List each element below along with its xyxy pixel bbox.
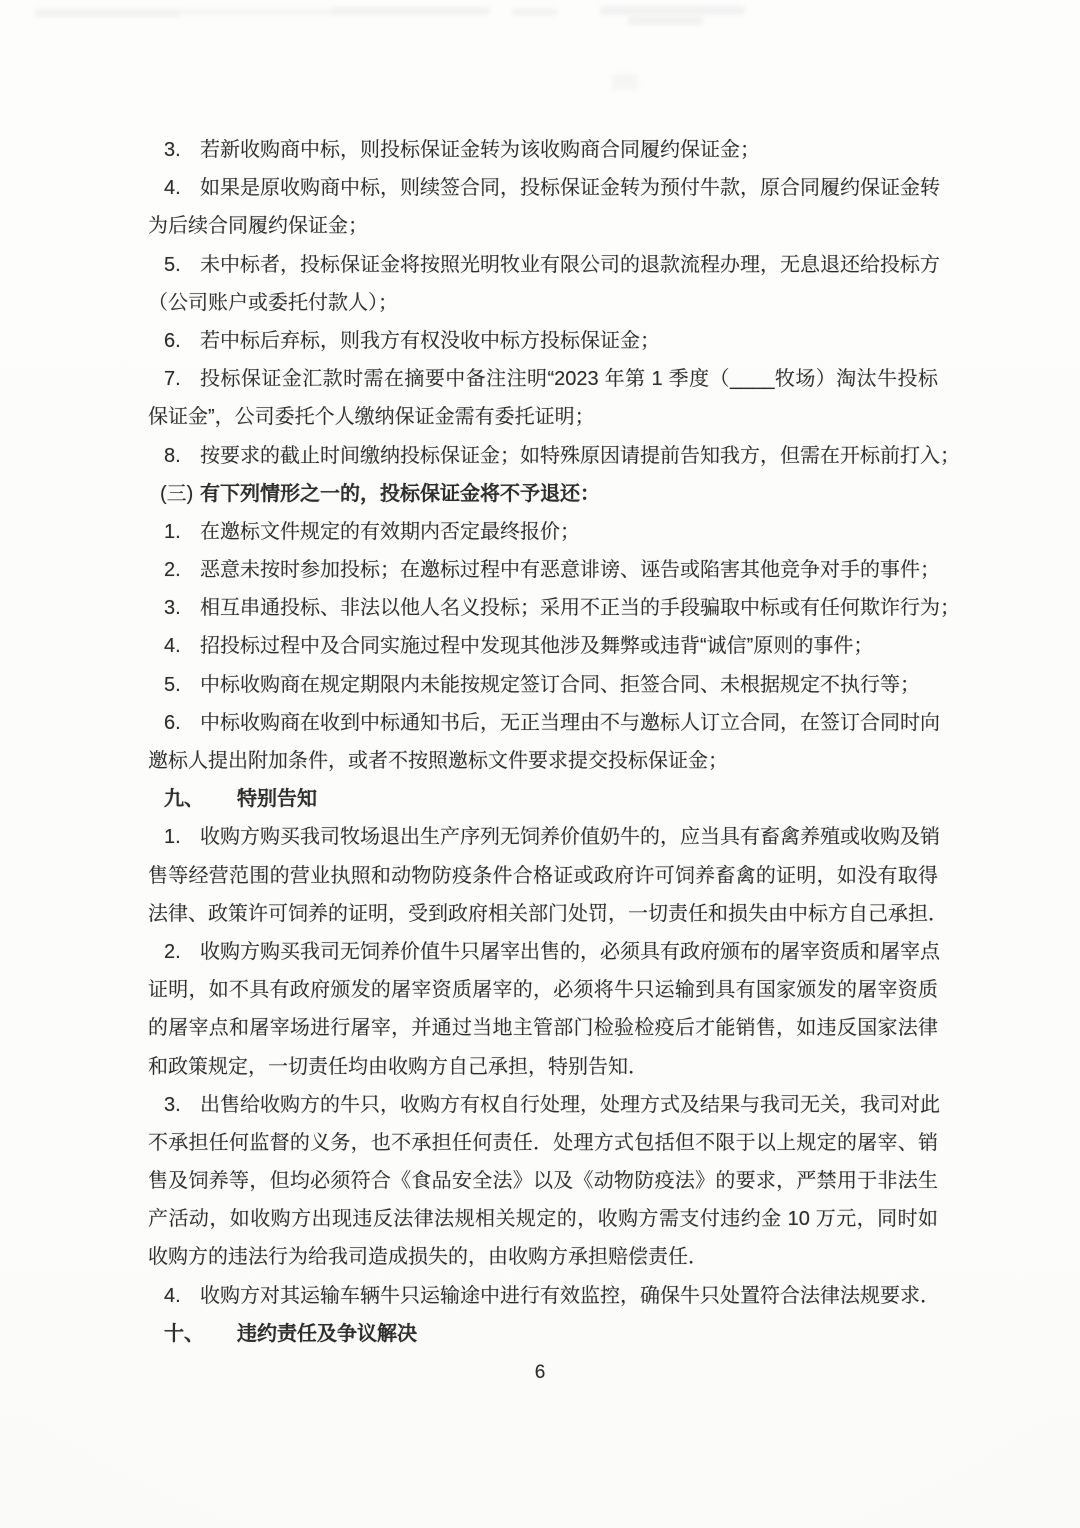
line-text: 收购方对其运输车辆牛只运输途中进行有效监控，确保牛只处置符合法律法规要求． <box>200 1284 940 1307</box>
scan-artifact <box>628 16 703 25</box>
line-text: 产活动，如收购方出现违反法律法规相关规定的，收购方需支付违约金 10 万元，同时如 <box>148 1208 938 1231</box>
line-text: 和政策规定，一切责任均由收购方自己承担，特别告知． <box>148 1055 648 1078</box>
item-number: 7. <box>164 368 181 391</box>
scan-artifact <box>330 7 490 15</box>
line-text: 违约责任及争议解决 <box>237 1322 417 1345</box>
line-text: 中标收购商在规定期限内未能按规定签订合同、拒签合同、未根据规定不执行等； <box>200 673 920 696</box>
chapter-heading <box>148 780 938 818</box>
line-text: 在邀标文件规定的有效期内否定最终报价； <box>200 520 580 543</box>
clause-line <box>148 131 938 169</box>
clause-line <box>148 818 938 856</box>
clause-continuation-line <box>148 1200 938 1238</box>
page-number: 6 <box>534 1362 546 1383</box>
clause-continuation-line <box>148 1009 938 1047</box>
heading-number: 十、 <box>164 1322 204 1345</box>
line-text: 为后续合同履约保证金； <box>148 215 368 238</box>
line-text: 不承担任何监督的义务，也不承担任何责任．处理方式包括但不限于以上规定的屠宰、销 <box>148 1131 938 1154</box>
clause-continuation-line <box>148 895 948 933</box>
clause-line <box>148 437 960 475</box>
item-number: 3. <box>164 1093 181 1116</box>
line-text: 特别告知 <box>237 788 317 811</box>
clause-line <box>148 933 938 971</box>
clause-line <box>148 1086 938 1124</box>
line-text: 若中标后弃标，则我方有权没收中标方投标保证金； <box>200 329 660 352</box>
line-text: 的屠宰点和屠宰场进行屠宰，并通过当地主管部门检验检疫后才能销售，如违反国家法律 <box>148 1017 938 1040</box>
item-number: 5. <box>164 253 181 276</box>
clause-line <box>148 322 938 360</box>
chapter-heading <box>148 1315 938 1353</box>
clause-line <box>148 666 938 704</box>
line-text: 邀标人提出附加条件，或者不按照邀标文件要求提交投标保证金； <box>148 750 728 772</box>
line-text: 有下列情形之一的，投标保证金将不予退还： <box>200 482 600 505</box>
scan-artifact <box>180 10 330 14</box>
item-number: 2. <box>164 559 181 582</box>
clause-continuation-line <box>148 1162 938 1200</box>
clause-line <box>148 551 938 589</box>
scan-artifact <box>512 9 557 15</box>
clause-line <box>148 360 938 398</box>
line-text: （公司账户或委托付款人）； <box>148 291 398 314</box>
heading-number: (三) <box>160 482 194 505</box>
clause-line <box>148 1277 938 1315</box>
line-text: 出售给收购方的牛只，收购方有权自行处理，处理方式及结果与我司无关，我司对此 <box>200 1093 940 1116</box>
clause-line <box>148 589 960 627</box>
item-number: 1. <box>164 826 181 849</box>
item-number: 4. <box>164 635 181 658</box>
clause-line <box>148 513 938 551</box>
line-text: 若新收购商中标，则投标保证金转为该收购商合同履约保证金； <box>200 139 760 161</box>
line-text: 投标保证金汇款时需在摘要中备注注明“2023 年第 1 季度（____牧场）淘汰牛投标 <box>200 368 938 391</box>
line-text: 相互串通投标、非法以他人名义投标；采用不正当的手段骗取中标或有任何欺诈行为； <box>200 597 960 620</box>
item-number: 3. <box>164 139 181 161</box>
clause-continuation-line <box>148 857 938 895</box>
line-text: 收购方购买我司无饲养价值牛只屠宰出售的，必须具有政府颁布的屠宰资质和屠宰点 <box>200 940 940 963</box>
clause-continuation-line <box>148 398 938 436</box>
line-text: 如果是原收购商中标，则续签合同，投标保证金转为预付牛款，原合同履约保证金转 <box>200 177 940 200</box>
clause-continuation-line <box>148 1124 938 1162</box>
heading-number: 九、 <box>164 788 204 811</box>
item-number: 6. <box>164 329 181 352</box>
clause-line <box>148 169 938 207</box>
scan-artifact <box>35 9 180 17</box>
line-text: 收购方的违法行为给我司造成损失的，由收购方承担赔偿责任． <box>148 1246 708 1269</box>
item-number: 5. <box>164 673 181 696</box>
clause-continuation-line <box>148 207 938 245</box>
document-body <box>148 131 960 1353</box>
item-number: 4. <box>164 1284 181 1307</box>
clause-line <box>148 246 938 284</box>
line-text: 法律、政策许可饲养的证明，受到政府相关部门处罚，一切责任和损失由中标方自己承担． <box>148 902 948 925</box>
clause-line <box>148 704 938 742</box>
item-number: 3. <box>164 597 181 620</box>
line-text: 收购方购买我司牧场退出生产序列无饲养价值奶牛的，应当具有畜禽养殖或收购及销 <box>200 826 940 849</box>
clause-continuation-line <box>148 1048 938 1086</box>
line-text: 按要求的截止时间缴纳投标保证金；如特殊原因请提前告知我方，但需在开标前打入； <box>200 444 960 467</box>
section-heading <box>148 475 938 513</box>
item-number: 1. <box>164 520 181 543</box>
clause-continuation-line <box>148 742 938 780</box>
scan-artifact <box>600 6 745 15</box>
line-text: 未中标者，投标保证金将按照光明牧业有限公司的退款流程办理，无息退还给投标方 <box>200 253 940 276</box>
line-text: 售及饲养等，但均必须符合《食品安全法》以及《动物防疫法》的要求，严禁用于非法生 <box>148 1170 938 1193</box>
line-text: 保证金”，公司委托个人缴纳保证金需有委托证明； <box>148 406 595 429</box>
clause-line <box>148 627 938 665</box>
clause-continuation-line <box>148 284 938 322</box>
line-text: 证明，如不具有政府颁发的屠宰资质屠宰的，必须将牛只运输到具有国家颁发的屠宰资质 <box>148 979 938 1002</box>
line-text: 恶意未按时参加投标；在邀标过程中有恶意诽谤、诬告或陷害其他竞争对手的事件； <box>200 559 940 582</box>
line-text: 中标收购商在收到中标通知书后，无正当理由不与邀标人订立合同，在签订合同时向 <box>200 711 940 734</box>
scan-artifact <box>612 74 638 90</box>
clause-continuation-line <box>148 1238 938 1276</box>
line-text: 招投标过程中及合同实施过程中发现其他涉及舞弊或违背“诚信”原则的事件； <box>200 635 874 658</box>
clause-continuation-line <box>148 971 938 1009</box>
item-number: 6. <box>164 711 181 734</box>
item-number: 8. <box>164 444 181 467</box>
item-number: 4. <box>164 177 181 200</box>
line-text: 售等经营范围的营业执照和动物防疫条件合格证或政府许可饲养畜禽的证明，如没有取得 <box>148 864 938 887</box>
item-number: 2. <box>164 940 181 963</box>
